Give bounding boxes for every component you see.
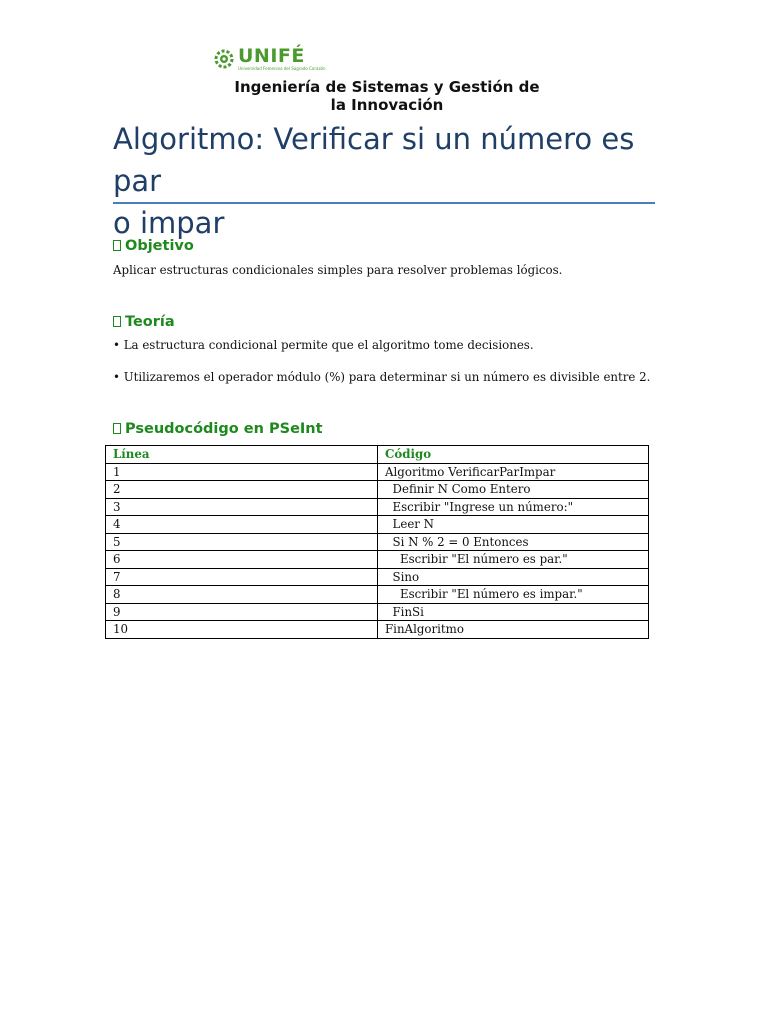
line-number-cell: 3 xyxy=(106,498,378,516)
section-glyph-icon xyxy=(113,423,121,434)
line-number-cell: 1 xyxy=(106,463,378,481)
code-cell: Sino xyxy=(378,568,649,586)
document-header xyxy=(212,44,562,116)
line-number-cell: 9 xyxy=(106,603,378,621)
university-logo xyxy=(212,46,326,80)
table-row xyxy=(106,603,649,621)
title-divider xyxy=(113,202,655,204)
table-row xyxy=(106,481,649,499)
logo-wordmark: UNIFÉ xyxy=(238,45,305,67)
heading-pseudocodigo: Pseudocódigo en PSeInt xyxy=(113,419,323,439)
document-title-line2: o impar xyxy=(113,206,225,240)
teoria-bullet-2: • Utilizaremos el operador módulo (%) para determinar si un número es divisible entre 2. xyxy=(113,370,651,384)
faculty-title-line2: la Innovación xyxy=(330,96,444,114)
table-header-row xyxy=(106,446,649,464)
document-title xyxy=(113,118,673,244)
teoria-bullet-1: • La estructura condicional permite que el algoritmo tome decisiones. xyxy=(113,338,534,352)
code-cell: Si N % 2 = 0 Entonces xyxy=(378,533,649,551)
line-number-cell: 2 xyxy=(106,481,378,499)
pseudocode-table xyxy=(105,445,649,639)
line-number-cell: 4 xyxy=(106,516,378,534)
code-cell: Escribir "El número es impar." xyxy=(378,586,649,604)
table-row xyxy=(106,586,649,604)
section-glyph-icon xyxy=(113,240,121,251)
table-row xyxy=(106,533,649,551)
table-row xyxy=(106,516,649,534)
code-cell: Definir N Como Entero xyxy=(378,481,649,499)
table-row xyxy=(106,621,649,639)
header-linea: Línea xyxy=(106,446,378,464)
table-row xyxy=(106,463,649,481)
line-number-cell: 7 xyxy=(106,568,378,586)
faculty-title-line1: Ingeniería de Sistemas y Gestión de xyxy=(234,78,540,96)
code-cell: Escribir "Ingrese un número:" xyxy=(378,498,649,516)
line-number-cell: 8 xyxy=(106,586,378,604)
table-row xyxy=(106,568,649,586)
heading-teoria: Teoría xyxy=(113,312,175,332)
heading-objetivo: Objetivo xyxy=(113,236,194,256)
code-cell: Algoritmo VerificarParImpar xyxy=(378,463,649,481)
code-cell: FinSi xyxy=(378,603,649,621)
logo-subtitle: Universidad Femenina del Sagrado Corazón xyxy=(238,66,326,71)
table-row xyxy=(106,551,649,569)
line-number-cell: 10 xyxy=(106,621,378,639)
header-codigo: Código xyxy=(378,446,649,464)
document-title-line1: Algoritmo: Verificar si un número es par xyxy=(113,122,635,198)
line-number-cell: 6 xyxy=(106,551,378,569)
faculty-title xyxy=(212,78,562,114)
line-number-cell: 5 xyxy=(106,533,378,551)
code-cell: Leer N xyxy=(378,516,649,534)
code-cell: Escribir "El número es par." xyxy=(378,551,649,569)
section-glyph-icon xyxy=(113,316,121,327)
objetivo-text: Aplicar estructuras condicionales simples para resolver problemas lógicos. xyxy=(113,263,563,277)
logo-emblem-icon xyxy=(212,48,236,70)
table-row xyxy=(106,498,649,516)
code-cell: FinAlgoritmo xyxy=(378,621,649,639)
